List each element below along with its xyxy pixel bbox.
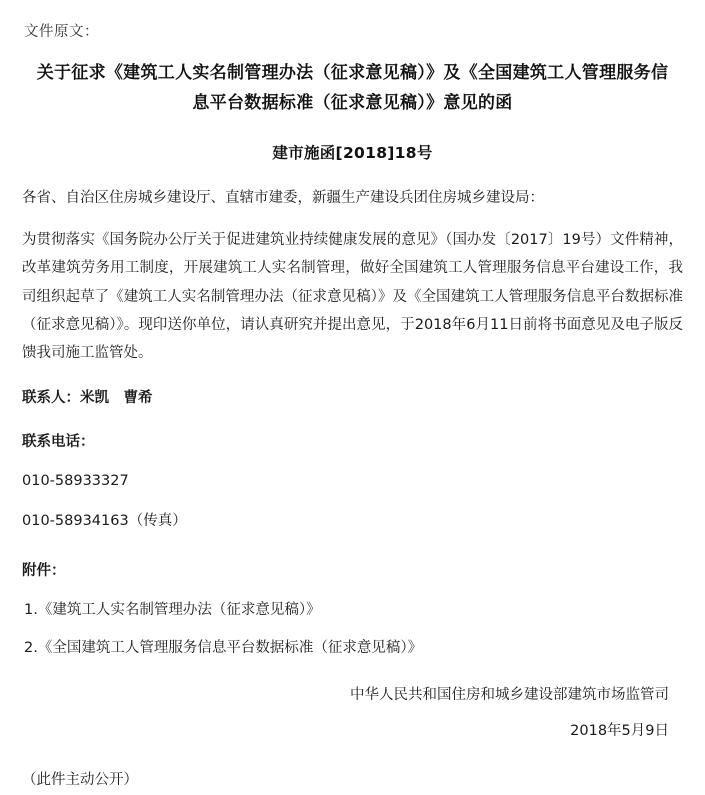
- page-left-rule: [0, 0, 3, 785]
- contact-phone-2: 010-58934163（传真）: [22, 513, 187, 530]
- addressee-line: 各省、自治区住房城乡建设厅、直辖市建委，新疆生产建设兵团住房城乡建设局：: [22, 189, 544, 206]
- issue-date: 2018年5月9日: [570, 722, 669, 739]
- issuing-authority: 中华人民共和国住房和城乡建设部建筑市场监管司: [350, 687, 669, 704]
- publication-note: （此件主动公开）: [22, 772, 138, 789]
- document-title: 关于征求《建筑工人实名制管理办法（征求意见稿）》及《全国建筑工人管理服务信息平台数据标准（征求意见稿）》意见的函: [36, 63, 669, 113]
- body-paragraph: 为贯彻落实《国务院办公厅关于促进建筑业持续健康发展的意见》（国办发〔2017〕19号）文件精神，改革建筑劳务用工制度，开展建筑工人实名制管理，做好全国建筑工人管理服务信息平台建设工作，我司组织起草了《建筑工人实名制管理办法（征求意见稿）》及《全国建筑工人管理服务信息平台数据标准（征求意见稿）》。现印送你单位，请认真研究并提出意见，于2018年6月11日前将书面意见及电子版反馈我司施工监管处。: [22, 232, 683, 362]
- contact-phone-heading: 联系电话：: [22, 433, 95, 450]
- contact-phone-1: 010-58933327: [22, 473, 129, 490]
- contact-person-line: 联系人：米凯 曹希: [22, 390, 153, 407]
- source-label: 文件原文：: [24, 24, 99, 40]
- document-number: 建市施函[2018]18号: [272, 143, 433, 162]
- attachment-item: 1.《建筑工人实名制管理办法（征求意见稿）》: [24, 602, 321, 619]
- attachments-heading: 附件：: [22, 562, 66, 579]
- attachment-item: 2.《全国建筑工人管理服务信息平台数据标准（征求意见稿）》: [24, 639, 423, 656]
